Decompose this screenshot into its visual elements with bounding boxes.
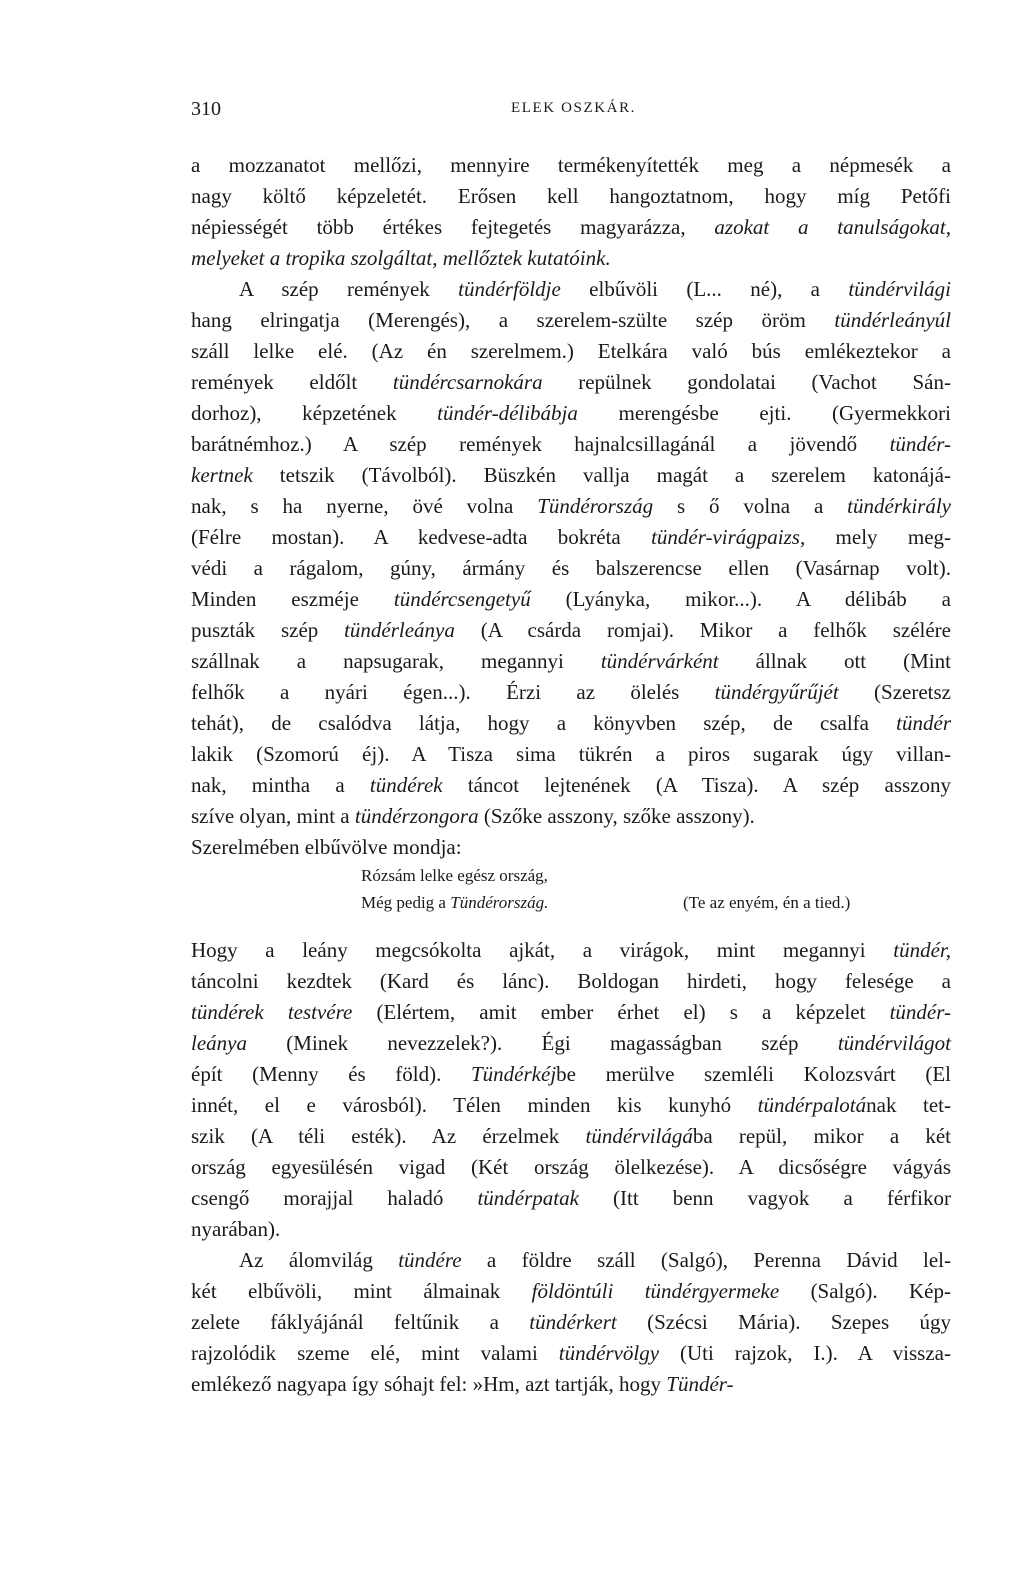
text-line: barátnémhoz.) A szép remények hajnalcsillagánál a jövendő tündér- [191, 432, 951, 456]
paragraph-2 [191, 935, 951, 1400]
text-line: leánya (Minek nevezzelek?). Égi magasságban szép tündérvilágot [191, 1031, 951, 1055]
page-number: 310 [191, 98, 221, 120]
text-line: remények eldőlt tündércsarnokára repülnek gondolatai (Vachot Sán- [191, 370, 951, 394]
text-line: száll lelke elé. (Az én szerelmem.) Etelkára való bús emlékeztekor a [191, 339, 951, 363]
verse-quote [361, 862, 961, 916]
paragraph-1 [191, 150, 951, 863]
text-line: lakik (Szomorú éj). A Tisza sima tükrén a piros sugarak úgy villan- [191, 742, 951, 766]
text-line: szik (A téli esték). Az érzelmek tündérvilágába repül, mikor a két [191, 1124, 951, 1148]
text-line: ország egyesülésén vigad (Két ország ölelkezése). A dicsőségre vágyás [191, 1155, 951, 1179]
text-line: Szerelmében elbűvölve mondja: [191, 835, 462, 859]
text-line: innét, el e városból). Télen minden kis kunyhó tündérpalotának tet- [191, 1093, 951, 1117]
text-line: Az álomvilág tündére a földre száll (Salgó), Perenna Dávid lel- [239, 1248, 951, 1272]
text-line: emlékező nagyapa így sóhajt fel: »Hm, azt tartják, hogy Tündér- [191, 1372, 734, 1396]
text-line: nagy költő képzeletét. Erősen kell hangoztatnom, hogy míg Petőfi [191, 184, 951, 208]
text-line: táncolni kezdtek (Kard és lánc). Boldogan hirdeti, hogy felesége a [191, 969, 951, 993]
text-line: kertnek tetszik (Távolból). Büszkén vallja magát a szerelem katonájá- [191, 463, 951, 487]
text-line: (Félre mostan). A kedvese-adta bokréta tündér-virágpaizs, mely meg- [191, 525, 952, 549]
text-line: két elbűvöli, mint álmainak földöntúli tündérgyermeke (Salgó). Kép- [191, 1279, 951, 1303]
text-line: szíve olyan, mint a tündérzongora (Szőke asszony, szőke asszony). [191, 804, 755, 828]
text-line: dorhoz), képzetének tündér-délibábja merengésbe ejti. (Gyermekkori [191, 401, 951, 425]
text-line: puszták szép tündérleánya (A csárda romjai). Mikor a felhők szélére [191, 618, 951, 642]
text-line: épít (Menny és föld). Tündérkéjbe merülve szemléli Kolozsvárt (El [191, 1062, 951, 1086]
text-line: hang elringatja (Merengés), a szerelem-szülte szép öröm tündérleányúl [191, 308, 951, 332]
text-line: tehát), de csalódva látja, hogy a könyvben szép, de csalfa tündér [191, 711, 951, 735]
text-line: csengő morajjal haladó tündérpatak (Itt benn vagyok a férfikor [191, 1186, 951, 1210]
text-line: védi a rágalom, gúny, ármány és balszerencse ellen (Vasárnap volt). [191, 556, 951, 580]
verse-source: (Te az enyém, én a tied.) [683, 893, 851, 912]
verse-line-2: Még pedig a Tündérország. (Te az enyém, én a tied.) [361, 889, 961, 916]
text-line: melyeket a tropika szolgáltat, mellőztek kutatóink. [191, 246, 611, 270]
text-line: nak, mintha a tündérek táncot lejtenének (A Tisza). A szép asszony [191, 773, 951, 797]
text-line: Hogy a leány megcsókolta ajkát, a virágok, mint megannyi tündér, [191, 938, 951, 962]
running-head: ELEK OSZKÁR. [511, 100, 637, 116]
text-line: A szép remények tündérföldje elbűvöli (L... né), a tündérvilági [239, 277, 951, 301]
text-line: tündérek testvére (Elértem, amit ember érhet el) s a képzelet tündér- [191, 1000, 951, 1024]
text-line: rajzolódik szeme elé, mint valami tündérvölgy (Uti rajzok, I.). A vissza- [191, 1341, 951, 1365]
text-line: Minden eszméje tündércsengetyű (Lyányka, mikor...). A délibáb a [191, 587, 951, 611]
text-line: felhők a nyári égen...). Érzi az ölelés tündérgyűrűjét (Szeretsz [191, 680, 951, 704]
text-line: nak, s ha nyerne, övé volna Tündérország s ő volna a tündérkirály [191, 494, 951, 518]
text-line: zelete fáklyájánál feltűnik a tündérkert (Szécsi Mária). Szepes úgy [191, 1310, 952, 1334]
text-line: népiességét több értékes fejtegetés magyarázza, azokat a tanulságokat, [191, 215, 951, 239]
text-line: nyarában). [191, 1217, 281, 1241]
text-line: szállnak a napsugarak, megannyi tündérvárként állnak ott (Mint [191, 649, 951, 673]
page-header [191, 98, 951, 128]
verse-line-1: Rózsám lelke egész ország, [361, 866, 548, 885]
text-line: a mozzanatot mellőzi, mennyire termékenyítették meg a népmesék a [191, 153, 951, 177]
